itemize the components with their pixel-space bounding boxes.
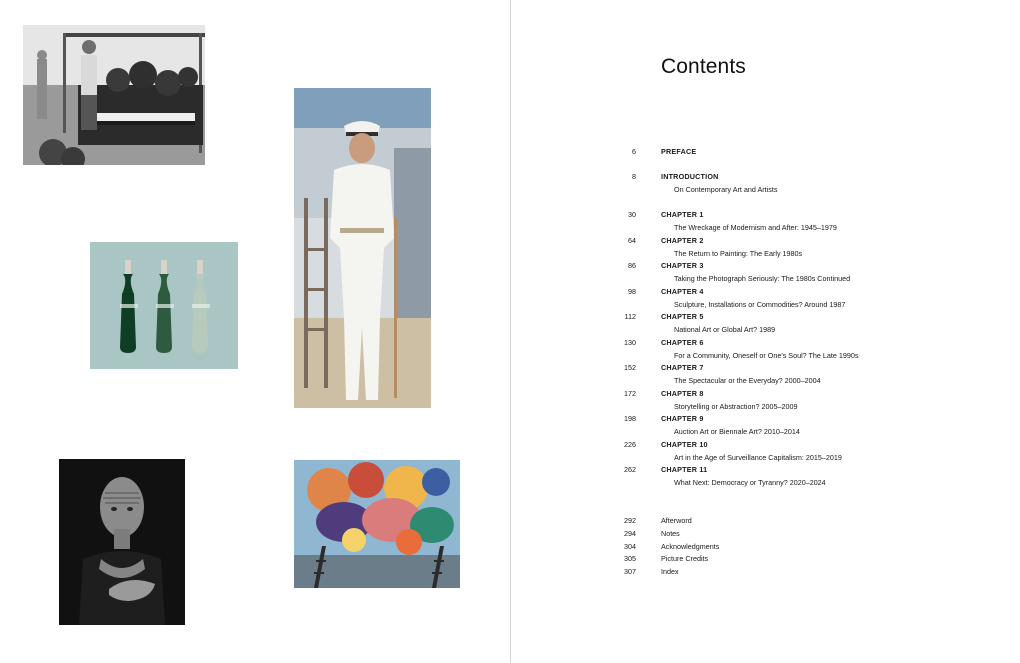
toc-heading[interactable]: CHAPTER 1 [661,210,704,219]
toc-subtitle[interactable]: Auction Art or Biennale Art? 2010–2014 [674,426,800,436]
photo-woman-portrait [59,459,185,625]
back-matter-page-number: 304 [624,541,636,551]
toc-page-number: 152 [624,363,636,372]
toc-heading[interactable]: CHAPTER 5 [661,312,704,321]
back-matter-page-number: 307 [624,567,636,577]
back-matter-page-number: 294 [624,528,636,538]
back-matter-label[interactable]: Afterword [661,516,692,525]
toc-page-number: 172 [624,389,636,398]
back-matter-label[interactable]: Picture Credits [661,554,709,564]
toc-subtitle[interactable]: The Return to Painting: The Early 1980s [674,248,803,258]
toc-heading[interactable]: CHAPTER 2 [661,236,704,245]
back-matter-label[interactable]: Notes [661,528,680,538]
photo-coke-bottles [90,242,238,369]
contents-title: Contents [661,55,746,78]
toc-heading[interactable]: CHAPTER 10 [661,440,708,449]
toc-heading[interactable]: CHAPTER 7 [661,363,704,372]
toc-page-number: 130 [624,338,636,347]
toc-subtitle[interactable]: Art in the Age of Surveillance Capitalism: 2015–2019 [674,452,842,462]
toc-page-number: 6 [632,147,636,156]
back-matter-label[interactable]: Acknowledgments [661,541,720,551]
painting-officer [294,88,431,408]
toc-heading[interactable]: CHAPTER 11 [661,465,708,474]
toc-page-number: 64 [628,236,636,245]
toc-subtitle[interactable]: National Art or Global Art? 1989 [674,324,776,334]
toc-subtitle[interactable]: Storytelling or Abstraction? 2005–2009 [674,401,798,411]
toc-subtitle[interactable]: The Wreckage of Modernism and After: 1945–1979 [674,222,837,232]
toc-page-number: 226 [624,440,636,449]
back-matter-label[interactable]: Index [661,567,679,577]
toc-subtitle[interactable]: For a Community, Oneself or One's Soul? The Late 1990s [674,350,859,360]
toc-subtitle[interactable]: The Spectacular or the Everyday? 2000–2004 [674,375,821,385]
toc-heading[interactable]: CHAPTER 6 [661,338,704,347]
toc-heading[interactable]: CHAPTER 9 [661,414,704,423]
toc-subtitle[interactable]: Taking the Photograph Seriously: The 1980s Continued [674,273,851,283]
toc-heading[interactable]: CHAPTER 3 [661,261,704,270]
toc-page-number: 8 [632,172,636,181]
toc-page-number: 98 [628,287,636,296]
back-matter-page-number: 305 [624,554,636,564]
toc-page-number: 198 [624,414,636,423]
toc-subtitle[interactable]: What Next: Democracy or Tyranny? 2020–2024 [674,477,826,487]
toc-subtitle[interactable]: Sculpture, Installations or Commodities? Around 1987 [674,299,846,309]
toc-heading[interactable]: INTRODUCTION [661,172,719,181]
toc-page-number: 30 [628,210,636,219]
toc-subtitle[interactable]: On Contemporary Art and Artists [674,184,778,194]
photo-piano-plants [23,25,205,165]
painting-figures [294,460,460,588]
toc-heading[interactable]: PREFACE [661,147,697,156]
toc-page-number: 262 [624,465,636,474]
toc-page-number: 86 [628,261,636,270]
back-matter-page-number: 292 [624,516,636,525]
toc-heading[interactable]: CHAPTER 4 [661,287,704,296]
toc-heading[interactable]: CHAPTER 8 [661,389,704,398]
toc-page-number: 112 [624,312,636,321]
